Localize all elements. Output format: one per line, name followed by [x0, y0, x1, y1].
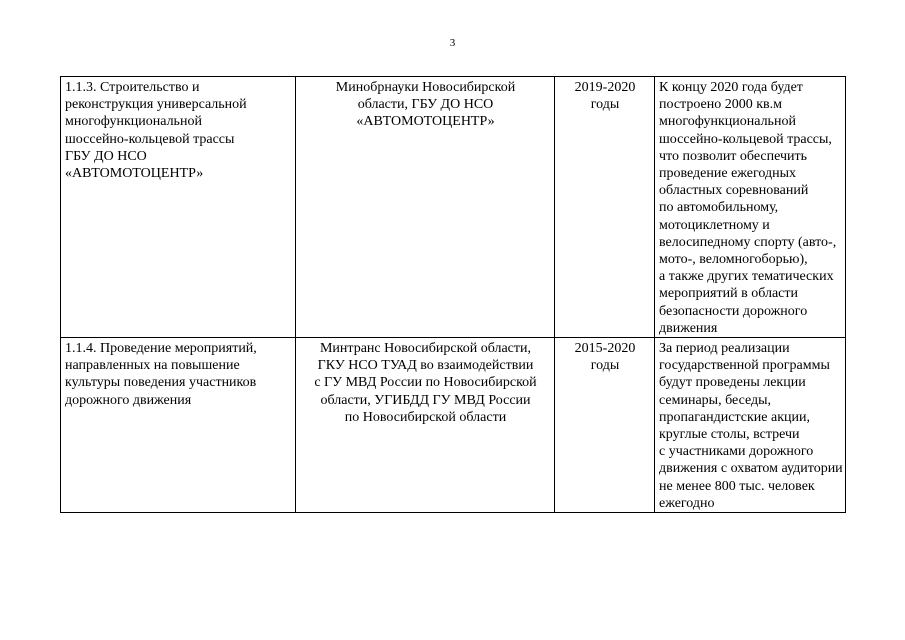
result-line: государственной программы [659, 358, 830, 374]
activities-table [60, 76, 846, 513]
executor-cell [296, 338, 555, 513]
action-cell [61, 77, 296, 338]
table-row [61, 338, 846, 513]
result-line: по автомобильному, [659, 200, 779, 216]
executor-line: области, ГБУ ДО НСО [357, 97, 494, 113]
table-row [61, 77, 846, 338]
result-line: пропагандистские акции, [659, 409, 810, 425]
result-line: мероприятий в области [659, 286, 799, 302]
executor-line: с ГУ МВД России по Новосибирской [314, 375, 537, 391]
action-line: дорожного движения [65, 392, 192, 408]
action-line: 1.1.3. Строительство и [65, 80, 200, 95]
action-line: шоссейно-кольцевой трассы [65, 131, 235, 147]
period-line: годы [590, 97, 620, 113]
action-line: многофункциональной [65, 114, 202, 130]
result-line: будут проведены лекции [659, 375, 806, 391]
result-line: проведение ежегодных [659, 166, 797, 182]
result-line: мотоциклетному и [659, 217, 770, 233]
result-line: велосипедному спорту (авто-, [659, 234, 837, 250]
executor-cell [296, 77, 555, 338]
period-line: 2015-2020 [574, 341, 636, 357]
result-line: За период реализации [659, 341, 790, 357]
executor-line: «АВТОМОТОЦЕНТР» [356, 114, 495, 130]
result-line: с участниками дорожного [659, 444, 814, 460]
result-line: мото-, веломногоборью), [659, 252, 808, 268]
action-cell [61, 338, 296, 513]
period-cell [555, 338, 655, 513]
result-line: движения с охватом аудитории [659, 461, 843, 477]
result-line: К концу 2020 года будет [659, 80, 803, 95]
action-line: направленных на повышение [65, 358, 240, 374]
action-line: реконструкция универсальной [65, 97, 247, 113]
period-cell [555, 77, 655, 338]
page-number: 3 [449, 37, 456, 49]
executor-line: ГКУ НСО ТУАД во взаимодействии [317, 358, 534, 374]
result-line: движения [659, 320, 718, 336]
executor-line: области, УГИБДД ГУ МВД России [320, 392, 531, 408]
result-line: а также других тематических [659, 269, 834, 285]
action-line: культуры поведения участников [65, 375, 257, 391]
period-line: 2019-2020 [574, 80, 636, 95]
result-line: областных соревнований [659, 183, 809, 199]
result-line: ежегодно [659, 495, 715, 511]
result-cell [655, 77, 846, 338]
action-line: ГБУ ДО НСО [65, 148, 147, 164]
result-line: не менее 800 тыс. человек [659, 478, 815, 494]
result-line: построено 2000 кв.м [659, 97, 782, 113]
action-line: «АВТОМОТОЦЕНТР» [65, 166, 204, 182]
executor-line: по Новосибирской области [344, 409, 507, 425]
result-line: что позволит обеспечить [659, 148, 808, 164]
result-line: многофункциональной [659, 114, 796, 130]
executor-line: Минтранс Новосибирской области, [319, 341, 532, 357]
action-line: 1.1.4. Проведение мероприятий, [65, 341, 257, 357]
executor-line: Минобрнауки Новосибирской [335, 80, 516, 95]
period-line: годы [590, 358, 620, 374]
result-line: безопасности дорожного [659, 303, 808, 319]
result-line: семинары, беседы, [659, 392, 772, 408]
result-line: круглые столы, встречи [659, 427, 800, 443]
result-cell [655, 338, 846, 513]
result-line: шоссейно-кольцевой трассы, [659, 131, 832, 147]
